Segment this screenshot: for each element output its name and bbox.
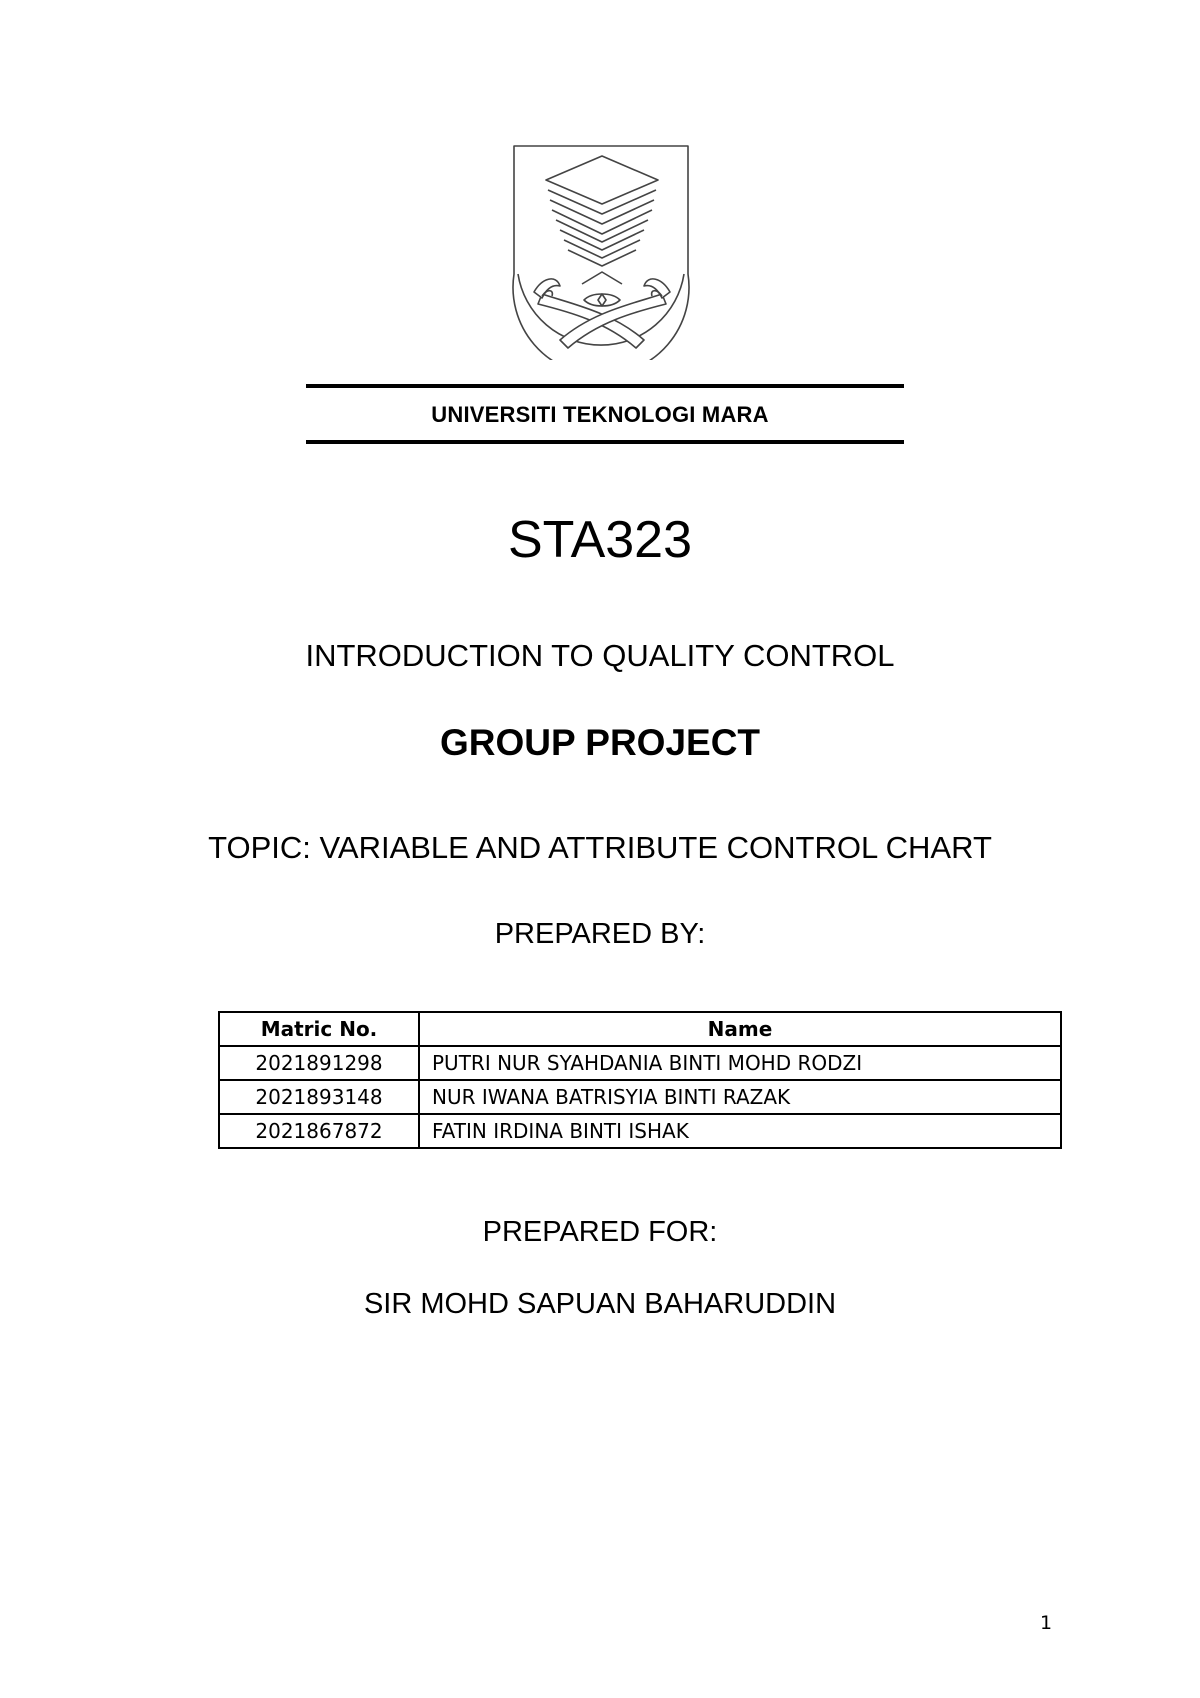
prepared-for-label: PREPARED FOR:	[482, 1216, 718, 1248]
course-code: STA323	[507, 511, 693, 569]
name-cell: FATIN IRDINA BINTI ISHAK	[419, 1114, 1061, 1148]
members-table	[218, 1011, 1062, 1149]
uitm-crest-icon	[512, 144, 692, 360]
matric-cell: 2021867872	[219, 1114, 419, 1148]
name-cell: PUTRI NUR SYAHDANIA BINTI MOHD RODZI	[419, 1046, 1061, 1080]
table-row	[219, 1114, 1061, 1148]
bottom-divider	[306, 440, 904, 444]
column-header-name: Name	[419, 1012, 1061, 1046]
table-header-row	[219, 1012, 1061, 1046]
page-number: 1	[1040, 1612, 1053, 1634]
matric-cell: 2021893148	[219, 1080, 419, 1114]
name-cell: NUR IWANA BATRISYIA BINTI RAZAK	[419, 1080, 1061, 1114]
document-type: GROUP PROJECT	[439, 722, 761, 763]
prepared-by-label: PREPARED BY:	[494, 918, 706, 950]
column-header-matric: Matric No.	[219, 1012, 419, 1046]
course-name: INTRODUCTION TO QUALITY CONTROL	[305, 638, 895, 673]
project-topic: TOPIC: VARIABLE AND ATTRIBUTE CONTROL CHART	[208, 830, 992, 865]
top-divider	[306, 384, 904, 388]
table-row	[219, 1046, 1061, 1080]
lecturer-name: SIR MOHD SAPUAN BAHARUDDIN	[363, 1288, 837, 1320]
university-name: UNIVERSITI TEKNOLOGI MARA	[431, 402, 769, 427]
matric-cell: 2021891298	[219, 1046, 419, 1080]
table-row	[219, 1080, 1061, 1114]
